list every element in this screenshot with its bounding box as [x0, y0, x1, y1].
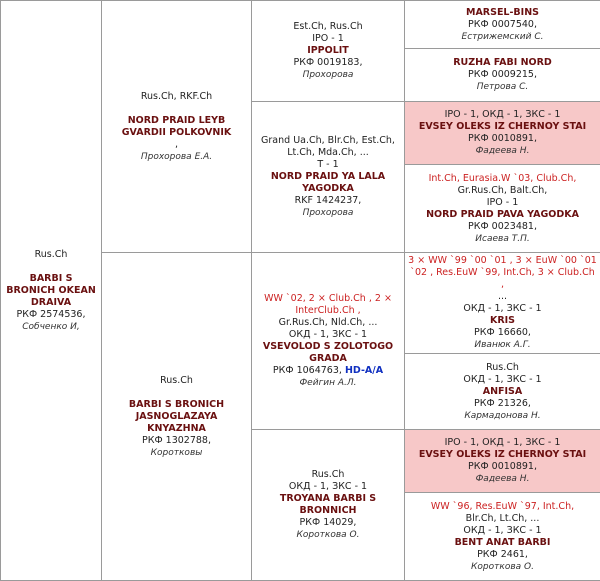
subject-dog-cell	[1, 1, 102, 581]
subject-titles: Rus.Ch	[4, 249, 98, 261]
dam-sire-reg: РКФ 1064763,	[273, 365, 342, 376]
g4-6-titles: Rus.Ch	[408, 362, 597, 374]
dam-dam-reg: РКФ 14029,	[255, 517, 401, 529]
g4-cell-3	[405, 102, 600, 165]
dam-cell	[102, 253, 252, 581]
sire-dam-cell	[252, 102, 405, 253]
g4-3-reg: РКФ 0010891,	[408, 133, 597, 145]
g4-3-owner: Фадеева Н.	[408, 145, 597, 157]
g4-5-name[interactable]: KRIS	[408, 315, 597, 327]
g4-2-reg: РКФ 0009215,	[408, 69, 597, 81]
sire-sire-titles2: IPO - 1	[255, 33, 401, 45]
g4-2-owner: Петрова С.	[408, 81, 597, 93]
sire-name[interactable]: NORD PRAID LEYB GVARDII POLKOVNIK	[105, 115, 248, 139]
g4-8-name[interactable]: BENT ANAT BARBI	[408, 537, 597, 549]
g4-cell-2	[405, 49, 600, 102]
dam-sire-cell	[252, 253, 405, 430]
dam-dam-titles2: ОКД - 1, ЗКС - 1	[255, 481, 401, 493]
g4-cell-7	[405, 430, 600, 493]
subject-owner: Собченко И,	[4, 321, 98, 333]
g4-8-reg: РКФ 2461,	[408, 549, 597, 561]
g4-3-titles: IPO - 1, ОКД - 1, ЗКС - 1	[408, 109, 597, 121]
sire-sire-owner: Прохорова	[255, 69, 401, 81]
g4-6-reg: РКФ 21326,	[408, 398, 597, 410]
g4-cell-1	[405, 1, 600, 49]
g4-1-reg: РКФ 0007540,	[408, 19, 597, 31]
sire-dam-name[interactable]: NORD PRAID YA LALA YAGODKA	[255, 171, 401, 195]
g4-8-titles-red: WW `96, Res.EuW `97, Int.Ch,	[408, 501, 597, 513]
g4-6-titles2: ОКД - 1, ЗКС - 1	[408, 374, 597, 386]
dam-sire-titles-red: WW `02, 2 × Club.Ch , 2 × InterClub.Ch ,	[255, 293, 401, 317]
sire-sire-cell	[252, 1, 405, 102]
dam-dam-owner: Короткова О.	[255, 529, 401, 541]
g4-cell-4	[405, 165, 600, 253]
g4-4-titles2: IPO - 1	[408, 197, 597, 209]
g4-5-reg: РКФ 16660,	[408, 327, 597, 339]
sire-sire-reg: РКФ 0019183,	[255, 57, 401, 69]
g4-cell-5	[405, 253, 600, 354]
dam-titles: Rus.Ch	[105, 375, 248, 387]
sire-dam-titles2: T - 1	[255, 159, 401, 171]
g4-5-owner: Иванюк А.Г.	[408, 339, 597, 351]
g4-1-name[interactable]: MARSEL-BINS	[408, 7, 597, 19]
g4-8-titles: Blr.Ch, Lt.Ch, ...	[408, 513, 597, 525]
g4-5-titles2: ОКД - 1, ЗКС - 1	[408, 303, 597, 315]
g4-cell-8	[405, 493, 600, 581]
dam-sire-titles2: ОКД - 1, ЗКС - 1	[255, 329, 401, 341]
g4-7-owner: Фадеева Н.	[408, 473, 597, 485]
g4-7-name[interactable]: EVSEY OLEKS IZ CHERNOY STAI	[408, 449, 597, 461]
sire-sire-name[interactable]: IPPOLIT	[255, 45, 401, 57]
sire-dam-reg: RKF 1424237,	[255, 195, 401, 207]
sire-titles: Rus.Ch, RKF.Ch	[105, 91, 248, 103]
g4-5-titles: ...	[408, 291, 597, 303]
g4-2-name[interactable]: RUZHA FABI NORD	[408, 57, 597, 69]
subject-reg: РКФ 2574536,	[4, 309, 98, 321]
g4-5-titles-red: 3 × WW `99 `00 `01 , 3 × EuW `00 `01 `02 , Res.EuW `99, Int.Ch, 3 × Club.Ch ,	[408, 255, 597, 291]
sire-sire-titles: Est.Ch, Rus.Ch	[255, 21, 401, 33]
g4-4-owner: Исаева Т.П.	[408, 233, 597, 245]
dam-name[interactable]: BARBI S BRONICH JASNOGLAZAYA KNYAZHNA	[105, 399, 248, 435]
sire-cell	[102, 1, 252, 253]
dam-owner: Коротковы	[105, 447, 248, 459]
sire-dam-titles: Grand Ua.Ch, Blr.Ch, Est.Ch, Lt.Ch, Mda.Ch, ...	[255, 135, 401, 159]
g4-6-owner: Кармадонова Н.	[408, 410, 597, 422]
dam-sire-reg-line	[255, 365, 401, 377]
dam-reg: РКФ 1302788,	[105, 435, 248, 447]
dam-sire-owner: Фейгин А.Л.	[255, 377, 401, 389]
g4-4-reg: РКФ 0023481,	[408, 221, 597, 233]
sire-owner: Прохорова Е.А.	[105, 151, 248, 163]
g4-3-name[interactable]: EVSEY OLEKS IZ CHERNOY STAI	[408, 121, 597, 133]
g4-7-reg: РКФ 0010891,	[408, 461, 597, 473]
g4-1-owner: Естрижемский С.	[408, 31, 597, 43]
g4-4-titles-red: Int.Ch, Eurasia.W `03, Club.Ch,	[408, 173, 597, 185]
g4-8-titles2: ОКД - 1, ЗКС - 1	[408, 525, 597, 537]
g4-4-name[interactable]: NORD PRAID PAVA YAGODKA	[408, 209, 597, 221]
dam-sire-name[interactable]: VSEVOLOD S ZOLOTOGO GRADA	[255, 341, 401, 365]
dam-sire-titles: Gr.Rus.Ch, Nld.Ch, ...	[255, 317, 401, 329]
g4-4-titles: Gr.Rus.Ch, Balt.Ch,	[408, 185, 597, 197]
sire-reg: ,	[105, 139, 248, 151]
sire-dam-owner: Прохорова	[255, 207, 401, 219]
g4-cell-6	[405, 354, 600, 430]
g4-6-name[interactable]: ANFISA	[408, 386, 597, 398]
dam-dam-cell	[252, 430, 405, 581]
g4-8-owner: Короткова О.	[408, 561, 597, 573]
dam-dam-titles: Rus.Ch	[255, 469, 401, 481]
subject-name[interactable]: BARBI S BRONICH OKEAN DRAIVA	[4, 273, 98, 309]
dam-dam-name[interactable]: TROYANA BARBI S BRONNICH	[255, 493, 401, 517]
g4-7-titles: IPO - 1, ОКД - 1, ЗКС - 1	[408, 437, 597, 449]
dam-sire-hd-badge: HD-A/A	[345, 365, 383, 376]
